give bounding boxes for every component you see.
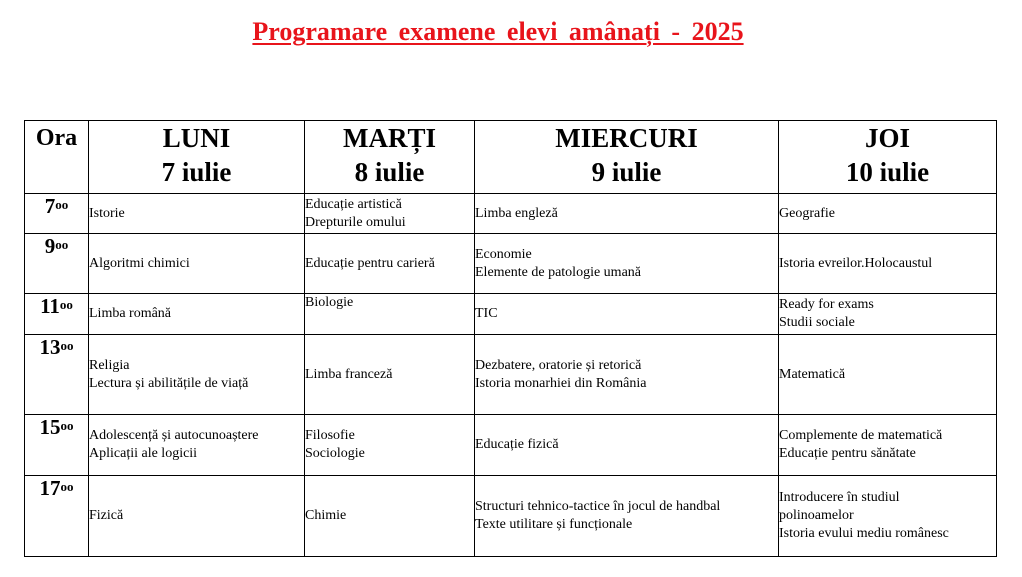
exam-cell (475, 476, 779, 557)
table-row (25, 476, 997, 557)
subject: Istoria evreilor.Holocaustul (779, 255, 933, 271)
subject: Educație pentru sănătate (779, 446, 916, 461)
table-header-row (25, 121, 997, 194)
header-day-joi (779, 121, 997, 194)
day-name: MIERCURI (555, 123, 698, 153)
hour-cell (25, 194, 89, 234)
subject: Filosofie (305, 428, 355, 443)
exam-cell (475, 194, 779, 234)
exam-cell (305, 476, 475, 557)
subject: Algoritmi chimici (89, 255, 190, 271)
subject: Istorie (89, 205, 125, 221)
subject: Introducere în studiul (779, 490, 900, 505)
exam-cell (305, 335, 475, 415)
page-title (0, 17, 996, 47)
subject: Aplicații ale logicii (89, 446, 198, 461)
exam-cell (89, 194, 305, 234)
subject: Istoria monarhiei din România (475, 375, 647, 391)
exam-cell (779, 234, 997, 294)
exam-cell (779, 476, 997, 557)
header-day-miercuri (475, 121, 779, 194)
subject: Educație artistică (305, 196, 402, 212)
subject: Limba engleză (475, 205, 558, 221)
subject: Drepturile omului (305, 214, 406, 230)
hour-minutes: oo (55, 237, 69, 252)
day-name: MARȚI (343, 123, 436, 153)
subject: Educație fizică (475, 437, 559, 452)
hour-value: 9 (44, 234, 56, 258)
hour-value: 13 (39, 335, 61, 359)
subject: polinoamelor (779, 508, 854, 523)
hour-cell (25, 234, 89, 294)
exam-cell (475, 335, 779, 415)
exam-cell (89, 476, 305, 557)
subject: Geografie (779, 205, 835, 221)
subject: Matematică (779, 366, 846, 382)
hour-cell (25, 335, 89, 415)
subject: Texte utilitare și funcționale (475, 517, 633, 532)
subject: Ready for exams (779, 297, 874, 312)
exam-cell (305, 194, 475, 234)
subject: Chimie (305, 508, 347, 523)
exam-cell (89, 294, 305, 335)
table-row (25, 234, 997, 294)
exam-cell (89, 234, 305, 294)
exam-cell (475, 234, 779, 294)
subject: Limba română (89, 306, 172, 321)
exam-cell (305, 415, 475, 476)
exam-cell (89, 415, 305, 476)
subject: Economie (475, 246, 532, 262)
subject: Fizică (89, 508, 124, 523)
hour-minutes: oo (55, 197, 69, 212)
subject: Biologie (305, 295, 354, 310)
hour-cell (25, 415, 89, 476)
hour-minutes: oo (60, 338, 74, 353)
exam-cell (475, 294, 779, 335)
hour-minutes: oo (59, 297, 73, 312)
table-row (25, 194, 997, 234)
day-date: 9 iulie (591, 157, 662, 187)
hour-minutes: oo (60, 418, 74, 433)
exam-cell (475, 415, 779, 476)
subject: TIC (475, 306, 498, 321)
table-row (25, 335, 997, 415)
exam-cell (779, 335, 997, 415)
subject: Sociologie (305, 446, 365, 461)
subject: Lectura și abilitățile de viață (89, 375, 249, 391)
hour-value: 7 (44, 194, 56, 218)
day-date: 8 iulie (354, 157, 425, 187)
exam-cell (779, 415, 997, 476)
exam-cell (305, 234, 475, 294)
exam-cell (779, 294, 997, 335)
subject: Structuri tehnico-tactice în jocul de handbal (475, 499, 721, 514)
hour-minutes: oo (60, 479, 74, 494)
subject: Studii sociale (779, 315, 855, 330)
exam-cell (779, 194, 997, 234)
hour-value: 17 (39, 476, 61, 500)
table-row (25, 415, 997, 476)
day-name: LUNI (162, 123, 231, 153)
hour-cell (25, 294, 89, 335)
table-row (25, 294, 997, 335)
exam-schedule-table (24, 120, 997, 557)
day-name: JOI (864, 123, 910, 153)
hour-value: 11 (40, 294, 60, 318)
day-date: 7 iulie (161, 157, 232, 187)
subject: Complemente de matematică (779, 428, 943, 443)
exam-cell (89, 335, 305, 415)
subject: Istoria evului mediu românesc (779, 526, 949, 541)
hour-cell (25, 476, 89, 557)
header-day-luni (89, 121, 305, 194)
subject: Elemente de patologie umană (475, 264, 641, 280)
subject: Educație pentru carieră (305, 255, 435, 271)
subject: Dezbatere, oratorie și retorică (475, 357, 642, 373)
header-day-marti (305, 121, 475, 194)
header-ora: Ora (25, 121, 89, 194)
subject: Limba franceză (305, 366, 393, 382)
day-date: 10 iulie (845, 157, 930, 187)
page-title-text: Programare examene elevi amânați - 2025 (252, 17, 744, 46)
hour-value: 15 (39, 415, 61, 439)
exam-cell (305, 294, 475, 335)
subject: Religia (89, 357, 130, 373)
subject: Adolescență și autocunoaștere (89, 428, 259, 443)
